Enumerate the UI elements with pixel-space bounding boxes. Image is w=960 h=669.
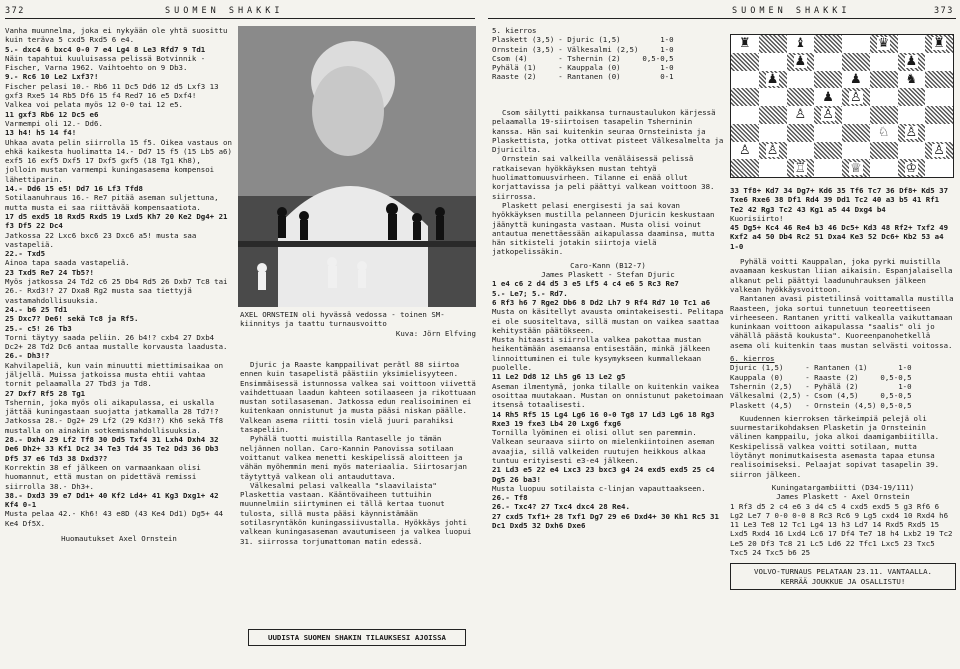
board-square: [814, 142, 842, 160]
chess-piece-icon: ♙: [933, 142, 945, 158]
paragraph: Myös jatkossa 24 Td2 c6 25 Db4 Rd5 26 Dxb7 Tc8 tai 26.- Rxd3!? 27 Dxa8 Rg2 musta saa tiettyjä vastamahdollisuuksia.: [5, 277, 232, 305]
board-square: [787, 159, 815, 177]
board-square: [842, 71, 870, 89]
board-square: [870, 124, 898, 142]
table-cell: 1-0: [660, 44, 674, 54]
board-square: [842, 124, 870, 142]
board-square: [925, 106, 953, 124]
paragraph: Ornstein sai valkeilla venäläisessä pelissä ratkaisevan hyökkäyksen mustan tehtyä huolimattomuusvirheen. Tilanne ei enää ollut korjattavissa ja peli päättyi valkean voittoon 38. siirrossa.: [492, 154, 719, 201]
chess-piece-icon: ♟: [766, 71, 779, 87]
paragraph: 14 Rh5 Rf5 15 Lg4 Lg6 16 0-0 Tg8 17 Ld3 Lg6 18 Rg3 Rxe3 19 fxe3 Lb4 20 Lxg6 fxg6: [492, 409, 719, 428]
board-square: [925, 159, 953, 177]
board-square: [925, 124, 953, 142]
page-number-left: 372: [5, 6, 25, 16]
header-rule-left: [5, 18, 475, 19]
table-cell: 1-0: [898, 363, 912, 373]
table-cell: - Tshernin (2): [558, 53, 621, 63]
table-cell: - Kauppala (0): [558, 63, 621, 73]
paragraph: Torni täytyy saada peliin. 26 b4!? cxb4 27 Dxb4 Dc2+ 28 Td2 Dc6 antaa mustalle korvausta laadusta.: [5, 332, 228, 352]
chess-piece-icon: ♝: [794, 36, 807, 52]
paragraph: 25 Dxc7? De6! sekä Tc8 ja Rf5.: [5, 314, 139, 324]
board-square: [870, 71, 898, 89]
paragraph: 14.- Dd6 15 e5! Dd7 16 Lf3 Tfd8: [5, 184, 143, 194]
board-square: [925, 53, 953, 71]
paragraph: Välkesalmi pelasi valkealla "slaavilaista" Plaskettia vastaan. Kääntövaiheen tuttuihin muunnelmiin siirtyminen ei tällä kertaa tuonut tulosta, sillä musta pääsi käynnistämään sotilasryntäkön kuningassiivustalla. Hyökkäys johti valkean kuningasaseman avautumiseen ja valkea luopui 31. siirrossa torjumattoman matin edessä.: [240, 480, 476, 546]
chess-piece-icon: ♟: [794, 54, 807, 70]
paragraph: Kuudennen kierroksen tärkeimpiä pelejä oli suurmestarikohdaksen Plasketin ja Ornsteinin välinen kamppailu, joka alkoi daamigambiitilla. Keskipelissä valkea voitti sotilaan, mutta löytänyt monimutkaisesta asemasta tapaa etunsa realisoimiseksi. Pelaajat sopivat tasapelin 39. siirron jälkeen.: [730, 413, 944, 479]
board-square: [842, 142, 870, 160]
chess-piece-icon: ♕: [850, 160, 862, 176]
caption-text: AXEL ORNSTEIN oli hyvässä vedossa - toinen SM-kiinnitys ja taattu turnausvoitto: [240, 310, 445, 329]
page-number-right: 373: [934, 6, 954, 16]
board-square: [870, 159, 898, 177]
board-square: [759, 142, 787, 160]
board-square: [898, 35, 926, 53]
table-cell: Pyhälä (1): [492, 63, 537, 73]
chess-piece-icon: ♙: [850, 89, 862, 105]
table-row: [730, 382, 916, 391]
chess-piece-icon: ♙: [822, 107, 834, 123]
paragraph: 13 h4! h5 14 f4!: [5, 128, 77, 138]
board-square: [814, 106, 842, 124]
board-square: [814, 124, 842, 142]
right-column-2: [730, 186, 959, 668]
subscription-box: UUDISTA SUOMEN SHAKIN TILAUKSESI AJOISSA: [248, 629, 466, 646]
table-cell: 0,5-0,5: [642, 53, 674, 63]
paragraph: Plaskett pelasi energisesti ja sai kovan hyökkäyksen mustilla pelanneen Djuricin keskustaan jäänyttä kuningasta vastaan. Musta olisi voinut antautua menettäessään aikapulassa daaminsa, mutta hän sitkisteli jotakin siirtoja vielä jatkopelissäkin.: [492, 200, 719, 257]
board-square: [731, 88, 759, 106]
table-row: [492, 63, 678, 72]
paragraph: 11 Le2 Dd8 12 Lh5 g6 13 Le2 g5: [492, 372, 626, 382]
paragraph: Huomautukset Axel Ornstein: [61, 534, 177, 544]
board-square: [814, 159, 842, 177]
board-square: [925, 35, 953, 53]
board-square: [731, 142, 759, 160]
board-square: [925, 142, 953, 160]
board-square: [898, 159, 926, 177]
table-row: [730, 363, 916, 372]
round5-block: [492, 26, 722, 106]
chess-piece-icon: ♞: [905, 71, 918, 87]
board-square: [842, 53, 870, 71]
board-square: [814, 88, 842, 106]
paragraph: Musta hitaasti siirrolla valkea pakottaa mustan heikentämään asemaansa entisestään, minkä jälkeen linnoittuminen ei tule kysymykseen kummallekaan puolelle.: [492, 335, 715, 373]
paragraph: 17 d5 exd5 18 Rxd5 Rxd5 19 Lxd5 Kh7 20 Ke2 Dg4+ 21 f3 Df5 22 Dc4: [5, 211, 232, 231]
board-square: [925, 88, 953, 106]
paragraph: Musta on käsitellyt avausta omintakeisesti. Pelitapa ei ole suositeltava, sillä mustan on vaikea saattaa kehitystään päätökseen.: [492, 307, 728, 335]
paragraph: Ainoa tapa saada vastapeliä.: [5, 258, 130, 268]
paragraph: Jatkossa 22 Lxc6 bxc6 23 Dxc6 a5! musta saa vastapeliä.: [5, 230, 201, 249]
board-square: [731, 35, 759, 53]
board-square: [731, 159, 759, 177]
paragraph: Musta pelaa 42.- Kh6! 43 e8D (43 Ke4 Dd1) Dg5+ 44 Ke4 Df5X.: [5, 509, 228, 528]
table-cell: 0,5-0,5: [880, 372, 912, 382]
table-cell: Raaste (2): [492, 72, 537, 82]
chess-piece-icon: ♔: [905, 160, 918, 176]
paragraph: 1 e4 c6 2 d4 d5 3 e5 Lf5 4 c4 e6 5 Rc3 Re7: [492, 279, 679, 289]
chess-piece-icon: ♙: [905, 125, 918, 141]
table-cell: - Ornstein (4,5): [805, 400, 877, 410]
board-square: [898, 106, 926, 124]
paragraph: Csom säilytti paikkansa turnaustaulukon kärjessä pelaamalla 19-siirtoisen tasapelin Tsherninin kanssa. Hän sai kuitenkin seuraa Ornsteinista ja Plaskettista, jotka ottivat pisteet Välkesalmelta ja Djuricilta.: [492, 108, 728, 155]
board-square: [842, 88, 870, 106]
chess-piece-icon: ♟: [905, 54, 918, 70]
table-cell: Tshernin (2,5): [730, 381, 793, 391]
paragraph: 26.- Tf8: [492, 493, 528, 503]
paragraph: 21 Ld3 e5 22 e4 Lxc3 23 bxc3 g4 24 exd5 exd5 25 c4 Dg5 26 ba3!: [492, 465, 719, 484]
board-square: [898, 142, 926, 160]
paragraph: Pyhälä voitti Kauppalan, joka pyrki muistilla avaamaan keskustan liian aikaisin. Espanjalaisella alkanut peli päättyi laadunuhrauksen jälkeen valkean hyökkäysvoittoon.: [730, 257, 957, 294]
paragraph: 45 Dg5+ Kc4 46 Re4 b3 46 Dc5+ Kd3 48 Rf2+ Txf2 49 Kxf2 a4 50 Db4 Rc2 51 Dxa4 Ke3 52 Dc6+ Kb2 53 a4 1-0: [730, 223, 953, 251]
chess-piece-icon: ♜: [739, 36, 751, 52]
board-square: [787, 124, 815, 142]
board-square: [787, 53, 815, 71]
left-column-1: [5, 26, 237, 666]
table-cell: Plaskett (3,5): [492, 35, 555, 45]
table-cell: Ornstein (3,5): [492, 44, 555, 54]
board-square: [842, 106, 870, 124]
table-row: [730, 391, 916, 400]
board-square: [898, 88, 926, 106]
right-page: [482, 0, 960, 669]
board-square: [759, 88, 787, 106]
paragraph: VOLVO-TURNAUS PELATAAN 23.11. VANTAALLA.: [754, 567, 932, 577]
table-row: [492, 35, 678, 44]
board-square: [870, 53, 898, 71]
chess-piece-icon: ♘: [877, 125, 890, 141]
table-row: [492, 72, 678, 81]
running-head-left: SUOMEN SHAKKI: [165, 6, 284, 16]
table-cell: 0,5-0,5: [880, 391, 912, 401]
paragraph: KERRÄÄ JOUKKUE JA OSALLISTU!: [780, 576, 906, 586]
chess-piece-icon: ♙: [794, 107, 807, 123]
paragraph: Vanha muunnelma, joka ei nykyään ole yhtä suosittu kuin teräva 5 cxd5 Rxd5 6 e4.: [5, 26, 232, 45]
paragraph: Valkea voi pelata myös 12 0-0 tai 12 e5.: [5, 100, 183, 110]
paragraph: Kuningatargambiitti (D34-19/111): [771, 482, 915, 492]
paragraph: James Plaskett - Stefan Djuric: [541, 270, 675, 280]
chess-piece-icon: ♖: [794, 160, 807, 176]
board-square: [814, 53, 842, 71]
table-row: [492, 54, 678, 63]
table-cell: - Raaste (2): [805, 372, 859, 382]
round5-title: 5. kierros: [492, 26, 537, 35]
board-square: [814, 35, 842, 53]
paragraph: 27 Dxf7 Rf5 28 Tg1: [5, 388, 86, 398]
paragraph: Musta luopuu sotilaista c-linjan vapauttaakseen.: [492, 483, 706, 493]
table-cell: Csom (4): [492, 53, 528, 63]
paragraph: Rantanen avasi pistetilinsä voittamalla mustilla Raasteen, joka sortui tunnetuun teoreettiseen virheeseen. Rantanen yritti valkealla vaikuttamaan kuninkaan voittoon aikapulassa "saalis" oli jo vähällä päästä koukusta". Kuoreenpanohetkellä asema oli kuitenkin taas mustan selvästi voitossa.: [730, 294, 959, 350]
board-square: [759, 53, 787, 71]
board-square: [759, 35, 787, 53]
chess-piece-icon: ♛: [877, 36, 890, 52]
paragraph: 1 Rf3 d5 2 c4 e6 3 d4 c5 4 cxd5 exd5 5 g3 Rf6 6 Lg2 Le7 7 0-0 0-0 8 Rc3 Rc6 9 Lg5 cxd4 10 Rxd4 h6 11 Le3 Te8 12 Tc1 Lg4 13 h3 Ld7 14 Rxd5 Rxd5 15 Lxd5 Rxd4 16 Lxd4 Lc6 17 Df4 Te7 18 h4 Lxb2 19 Tc2 Le5 20 Df3 Tc8 21 Lc5 Ld6 22 Tfc1 Lxc5 23 Txc5 Txc5 24 Txc5 b6 25: [730, 501, 957, 557]
left-column-2: [240, 360, 481, 622]
paragraph: Caro-Kann (B12-7): [570, 260, 646, 270]
paragraph: 6. kierros: [730, 354, 775, 364]
volvo-notice-box: [730, 563, 956, 590]
board-square: [898, 124, 926, 142]
board-square: [870, 106, 898, 124]
board-square: [787, 106, 815, 124]
board-square: [759, 71, 787, 89]
caption-credit: Kuva: Jörn Elfving: [395, 328, 476, 338]
table-cell: Välkesalmi (2,5): [730, 391, 802, 401]
table-row: [492, 45, 678, 54]
paragraph: 9.- Rc6 10 Le2 Lxf3?!: [5, 72, 99, 82]
paragraph: 11 gxf3 Rb6 12 Dc5 e6: [5, 109, 99, 119]
paragraph: Uhkaa avata pelin siirrolla 15 f5. Oikea vastaus on ehkä kaikesta huolimatta 14.- Dd7 15 f5 (15 Lb5 a6) exf5 16 exf5 Dxf5 17 Dxf5 gxf5 (18 Tg1 Kh8), jolloin mustan varmempi kuningasasema kompensoi lähettiparin.: [5, 137, 237, 184]
board-square: [925, 71, 953, 89]
paragraph: 26.- Txc4? 27 Txc4 dxc4 28 Re4.: [492, 502, 630, 512]
board-square: [759, 159, 787, 177]
paragraph: 28.- Dxh4 29 Lf2 Tf8 30 Dd5 Txf4 31 Lxh4 Dxh4 32 De6 Dh2+ 33 Kf1 Dc2 34 Te3 Td4 35 Te2 Dd3 36 Db3 Df5 37 e6 Td3 38 Dxd3??: [5, 435, 224, 463]
table-row: [730, 401, 916, 410]
paragraph: 27 cxd5 Txf1+ 28 Txf1 Dg7 29 e6 Dxd4+ 30 Kh1 Rc5 31 Dc1 Dxd5 32 Dxh6 Dxe6: [492, 511, 724, 531]
paragraph: 26.- Dh3!?: [5, 351, 50, 361]
table-cell: Djuric (1,5): [730, 363, 784, 373]
board-square: [731, 124, 759, 142]
table-cell: Plaskett (4,5): [730, 400, 793, 410]
paragraph: 5.- dxc4 6 bxc4 0-0 7 e4 Lg4 8 Le3 Rfd7 9 Td1: [5, 44, 206, 54]
round6-table: [730, 363, 916, 409]
table-cell: - Rantanen (1): [805, 363, 868, 373]
paragraph: Kahvilapeliä, kun vain minuutti miettimisaikaa on jäljellä. Muissa jatkoissa musta ehtii vahtaa tornit pelaamalla 27 Tbd3 ja Td8.: [5, 360, 228, 389]
paragraph: 22.- Txd5: [5, 249, 46, 259]
board-square: [759, 124, 787, 142]
paragraph: Djuric ja Raaste kamppailivat perätl 88 siirtoa ennen kuin tasapelistä päästiin yksimielisyyteen. Ensimmäisessä istunnossa valkea sai voittoon viivettä vaihdettuaan laadun kahteen sotilaaseen ja rikottuaan mustan sotilasaseman. Jatkossa edun realisoiminen ei kuitenkaan onnistunut ja musta pääsi niskan päälle. Valkean asema riitti tosin vielä juuri parahiksi tasapeliin.: [240, 360, 481, 435]
chess-piece-icon: ♙: [739, 142, 751, 158]
paragraph: Näin tapahtui kuuluisassa pelissä Botvinnik - Fischer, Varna 1962. Vaihtoehto on 9 Db3.: [5, 53, 210, 73]
paragraph: 6 Rf3 h6 7 Rge2 Db6 8 Dd2 Lh7 9 Rf4 Rd7 10 Tc1 a6: [492, 297, 711, 307]
paragraph: Varmempi oli 12.- Dd6.: [5, 118, 103, 128]
paragraph: 23 Txd5 Re7 24 Tb5?!: [5, 267, 94, 277]
paragraph: 24.- b6 25 Td1: [5, 304, 68, 314]
paragraph: 33 Tf8+ Kd7 34 Dg7+ Kd6 35 Tf6 Tc7 36 Df8+ Kd5 37 Txe6 Rxe6 38 Df1 Rd4 39 Dd1 Tc2 40 a3 b5 41 Rf1 Te2 42 Rg3 Tc2 43 Kg1 a5 44 Dxg4 b4: [730, 186, 953, 214]
paragraph: 5.- Le7; 5.- Rd7.: [492, 288, 568, 298]
board-square: [787, 88, 815, 106]
board-square: [814, 71, 842, 89]
round5-table: [492, 35, 678, 81]
table-cell: - Välkesalmi (2,5): [558, 44, 639, 54]
paragraph: Tshernin, joka myös oli aikapulassa, ei uskalla jättää kuningastaan suojatta jatkamalla 28 Td7!? Jatkossa 28.- Dg2+ 29 Lf2 (29 Kd3!?) Kh6 sekä Tf8 mustalla on ainakin sotkemismahdollisuuksia.: [5, 397, 228, 435]
table-row: [730, 373, 916, 382]
table-cell: 1-0: [898, 381, 912, 391]
chess-piece-icon: ♙: [766, 142, 779, 158]
photo-caption: [240, 310, 476, 350]
board-square: [787, 142, 815, 160]
right-column-1: [492, 108, 728, 668]
chess-piece-icon: ♜: [933, 36, 945, 52]
paragraph: Fischer pelasi 10.- Rb6 11 Dc5 Dd6 12 d5 Lxf3 13 gxf3 Rxe5 14 Rb5 Df6 15 f4 Red7 16 e5 Dxf4!: [5, 81, 224, 101]
photo-graphic: [238, 26, 476, 307]
paragraph: Kuorisiirto!: [730, 213, 784, 223]
photo-ornstein: [238, 26, 476, 307]
table-cell: - Djuric (1,5): [558, 35, 621, 45]
board-square: [731, 106, 759, 124]
chess-piece-icon: ♟: [822, 89, 834, 105]
table-cell: 0-1: [660, 72, 674, 82]
board-square: [870, 35, 898, 53]
table-cell: - Pyhälä (2): [805, 381, 859, 391]
table-cell: Kauppala (0): [730, 372, 784, 382]
board-square: [731, 53, 759, 71]
paragraph: Aseman ilmentymä, jonka tilalle on kuitenkin vaikea osoittaa muutakaan. Mustan on onnistunut paketoimaan itsensä totaalisesti.: [492, 381, 728, 410]
board-square: [787, 71, 815, 89]
paragraph: James Plaskett - Axel Ornstein: [776, 492, 910, 502]
chess-diagram: [730, 34, 954, 178]
board-square: [759, 106, 787, 124]
board-square: [842, 159, 870, 177]
chess-piece-icon: ♟: [850, 71, 862, 87]
board-square: [898, 71, 926, 89]
table-cell: - Rantanen (0): [558, 72, 621, 82]
running-head-right: SUOMEN SHAKKI: [732, 6, 851, 16]
table-cell: 1-0: [660, 35, 674, 45]
paragraph: 25.- c5! 26 Tb3: [5, 323, 72, 333]
paragraph: Pyhälä tuotti muistilla Rantaselle jo tämän neljännen nollan. Caro-Kannin Panovissa sotilaan voittanut valkea menetti keskipelissä aloitteen ja vähän myöhemmin meni myös materiaalia. Siirtosarjan täytyttyä valkean oli antauduttava.: [240, 434, 472, 481]
board-square: [898, 53, 926, 71]
board-square: [731, 71, 759, 89]
paragraph: Sotilaanuhraus 16.- Re7 pitää aseman suljettuna, mutta musta ei saa riittävää kompensaatiota.: [5, 193, 224, 212]
board-square: [842, 35, 870, 53]
header-rule-right: [488, 18, 956, 19]
paragraph: 38.- Dxd3 39 e7 Dd1+ 40 Kf2 Ld4+ 41 Kg3 Dxg1+ 42 Kf4 0-1: [5, 490, 224, 510]
table-cell: 1-0: [660, 63, 674, 73]
table-cell: 0,5-0,5: [880, 400, 912, 410]
board-square: [787, 35, 815, 53]
paragraph: Tornilla lyöminen ei olisi ollut sen paremmin. Valkean seuraava siirto on mielenkiintoinen aseman avaajia, sillä valkeiden ruutujen heikkous alkaa tuntuu erityisesti e3-e4 jälkeen.: [492, 428, 719, 465]
board-square: [870, 88, 898, 106]
table-cell: - Csom (4,5): [805, 391, 859, 401]
paragraph: Korrektin 38 ef jälkeen on varmaankaan olisi huomannut, että mustan on pidettävä remissi siirrolla 38.- Dh3+.: [5, 462, 206, 491]
board-square: [870, 142, 898, 160]
